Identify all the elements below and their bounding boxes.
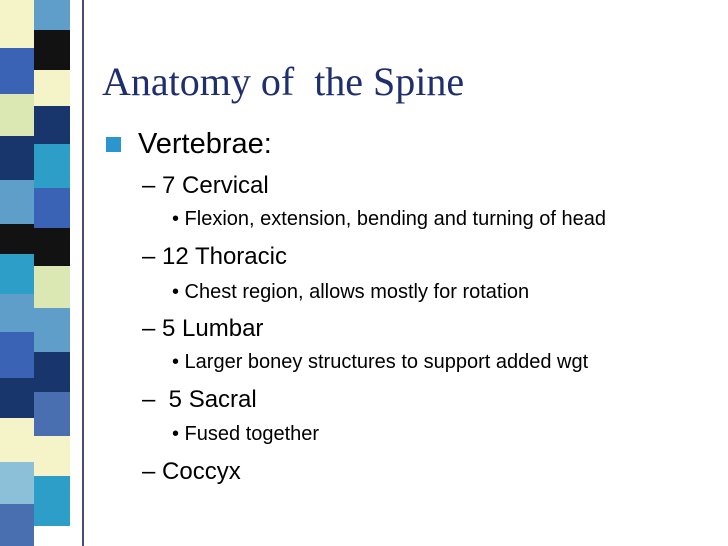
- stripe-block: [34, 30, 70, 70]
- stripe-block: [34, 308, 70, 352]
- stripe-block: [34, 266, 70, 308]
- stripe-block: [0, 378, 34, 418]
- heading-vertebrae: Vertebrae:: [138, 128, 272, 160]
- list-item-detail: • Flexion, extension, bending and turning of head: [172, 208, 606, 230]
- stripe-block: [0, 294, 34, 332]
- slide-title: Anatomy of the Spine: [102, 59, 465, 104]
- list-item-detail: • Fused together: [172, 423, 320, 445]
- decorative-stripe-right: [34, 0, 70, 546]
- stripe-block: [0, 48, 34, 94]
- stripe-block: [34, 70, 70, 106]
- stripe-block: [34, 352, 70, 392]
- stripe-block: [34, 436, 70, 476]
- list-item-detail: • Chest region, allows mostly for rotation: [172, 281, 530, 303]
- stripe-block: [0, 0, 34, 48]
- stripe-block: [34, 0, 70, 30]
- decorative-stripe-left: [0, 0, 34, 546]
- list-item-label: – 12 Thoracic: [142, 243, 287, 270]
- square-bullet-icon: [106, 137, 121, 152]
- list-item-label: – 7 Cervical: [142, 172, 269, 199]
- stripe-block: [34, 476, 70, 526]
- stripe-block: [0, 224, 34, 254]
- stripe-block: [34, 188, 70, 228]
- stripe-block: [0, 254, 34, 294]
- stripe-block: [34, 144, 70, 188]
- stripe-block: [34, 228, 70, 266]
- stripe-block: [0, 94, 34, 136]
- decorative-divider-line: [82, 0, 84, 546]
- stripe-block: [0, 332, 34, 378]
- stripe-block: [0, 180, 34, 224]
- stripe-block: [0, 136, 34, 180]
- list-item-label: – 5 Lumbar: [142, 315, 264, 342]
- stripe-block: [34, 392, 70, 436]
- stripe-block: [0, 462, 34, 504]
- stripe-block: [34, 106, 70, 144]
- list-item-label: – Coccyx: [142, 458, 241, 485]
- list-item-detail: • Larger boney structures to support added wgt: [172, 351, 589, 373]
- stripe-block: [0, 504, 34, 546]
- stripe-block: [0, 418, 34, 462]
- list-item-label: – 5 Sacral: [142, 386, 257, 413]
